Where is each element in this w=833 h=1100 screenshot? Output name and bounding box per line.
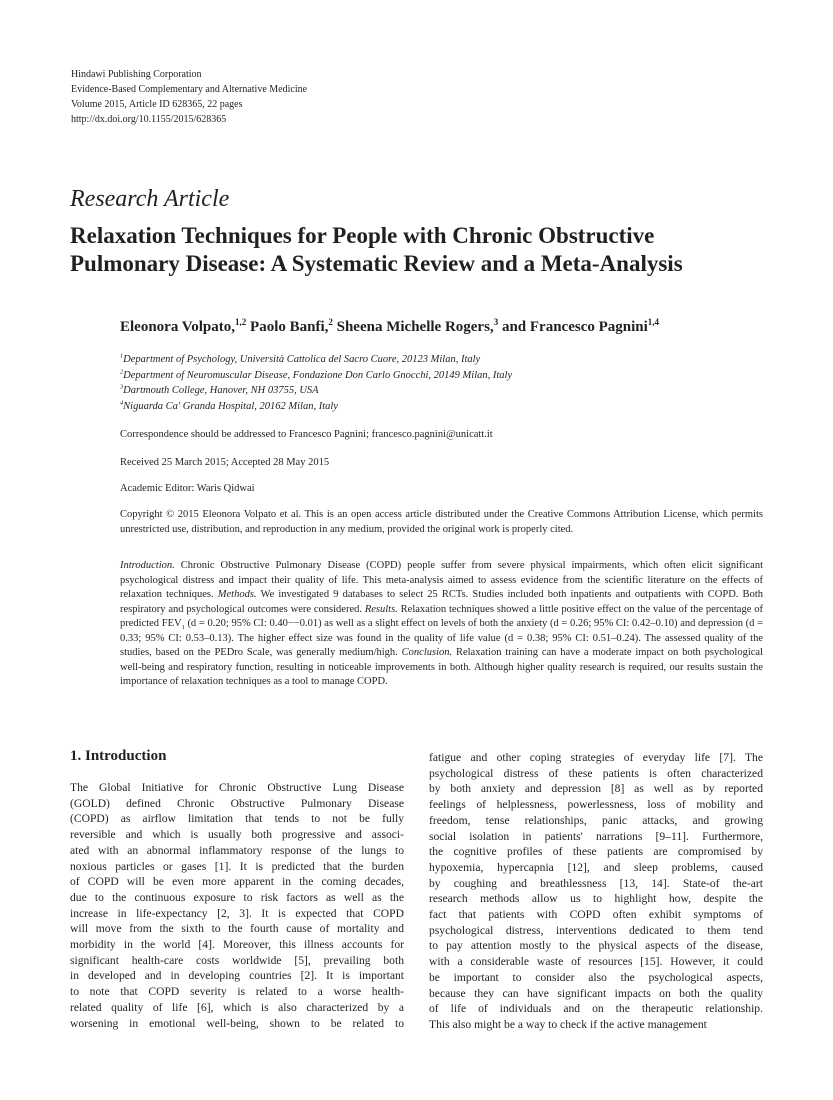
journal-header bbox=[71, 67, 307, 127]
text-line: The Global Initiative for Chronic Obstructive Lung Disease bbox=[70, 781, 404, 794]
text-line: of COPD will be even more apparent in the coming decades, bbox=[70, 875, 404, 889]
article-type: Research Article bbox=[70, 186, 230, 212]
text-line: research methods allow us to highlight how, despite the bbox=[429, 892, 763, 906]
affiliation: $^2$Department of Neuromuscular Disease, Fondazione Don Carlo Gnocchi, 20149 Milan, Italy bbox=[120, 368, 513, 381]
abstract-intro-text: Chronic Obstructive Pulmonary Disease (COPD) people suffer from severe physical impairments, which often elicit significant psychological distress and impact their quality of life. This meta-analysis aimed to assess evidence from the scientific literature on the effects of relaxation techniques. bbox=[120, 560, 763, 600]
text-line: will move from the sixth to the fourth cause of mortality and bbox=[70, 922, 404, 936]
text-line: increase in life-expectancy [2, 3]. It is expected that COPD bbox=[70, 906, 404, 920]
body-column-right bbox=[429, 750, 763, 1033]
text-line: with a considerable waste of resources [15]. However, it could bbox=[429, 955, 763, 969]
text-line: (GOLD) defined Chronic Obstructive Pulmonary Disease bbox=[70, 796, 404, 810]
text-line: to pay attention mostly to the physical aspects of the disease, bbox=[429, 939, 763, 953]
affiliation: $^4$Niguarda Ca' Granda Hospital, 20162 Milan, Italy bbox=[120, 399, 338, 412]
text-line: significant health-care costs worldwide [5], prevailing both bbox=[70, 953, 404, 967]
fev-subscript: 1 bbox=[181, 624, 185, 632]
copyright-notice: Copyright © 2015 Eleonora Volpato et al. This is an open access article distributed under the Creative Commons Attribution License, which permits unrestricted use, distribution, and reproduction in any medium, provided the original work is properly cited. bbox=[120, 509, 763, 535]
abstract-conclusion-label: Conclusion. bbox=[397, 647, 453, 658]
text-line: due to the continuous exposure to risk factors as well as the bbox=[70, 890, 404, 904]
affiliations bbox=[120, 352, 512, 414]
abstract-results-text-cont: (d = 0.20; 95% CI: 0.40−−0.01) as well as a slight effect on levels of both the anxiety (d = 0.26; 95% CI: 0.42–0.10) and depression (d = 0.33; 95% CI: 0.53–0.13). The higher effect size was found in the quality of life value (d = 0.38; 95% CI: 0.51–0.24). The assessed quality of the studies, based on the PEDro Scale, was generally medium/high. bbox=[120, 618, 763, 658]
text-line: ated with an abnormal inflammatory response of the lungs to bbox=[70, 843, 404, 857]
journal-name: Evidence-Based Complementary and Alternative Medicine bbox=[71, 84, 308, 95]
abstract-results-label: Results. bbox=[362, 603, 398, 615]
text-line: worsening in emotional well-being, shown to be related to bbox=[70, 1016, 404, 1030]
text-line: freedom, tense relationships, panic attacks, and growing bbox=[429, 813, 763, 827]
text-line: psychological distress, interventions dedicated to them tend bbox=[429, 923, 763, 937]
text-line: to note that COPD severity is related to a worse health- bbox=[70, 985, 404, 999]
section-heading-introduction: 1. Introduction bbox=[70, 748, 167, 764]
abstract-results-text: Relaxation techniques showed a little positive effect on the value of the percentage of predicted FEV bbox=[120, 603, 763, 629]
abstract-conclusion-text: Relaxation training can have a moderate impact on both psychological well-being and respiratory function, resulting in noticeable improvements in both. Although higher quality research is required, our results sustain the importance of relaxation techniques as a tool to manage COPD. bbox=[120, 647, 763, 687]
author-name: Paolo Banfi, bbox=[250, 319, 329, 335]
academic-editor: Academic Editor: Waris Qidwai bbox=[120, 483, 255, 494]
received-dates: Received 25 March 2015; Accepted 28 May 2015 bbox=[120, 457, 330, 468]
text-line: of life of individuals and on the therapeutic relationship. bbox=[429, 1002, 763, 1016]
text-line: in developed and in developing countries [2]. It is important bbox=[70, 969, 404, 983]
text-line: This also might be a way to check if the active management bbox=[429, 1017, 707, 1031]
text-line: hypoxemia, hypercapnia [12], and sleep problems, caused bbox=[429, 860, 763, 874]
text-line: feelings of helplessness, powerlessness, loss of mobility and bbox=[429, 798, 763, 812]
text-line: psychological distress of these patients is often characterized bbox=[429, 766, 763, 780]
text-line: noxious particles or gases [1]. It is predicted that the burden bbox=[70, 859, 404, 873]
author-affil-sup: 1,2 bbox=[235, 317, 247, 327]
publisher: Hindawi Publishing Corporation bbox=[71, 69, 202, 80]
article-title bbox=[70, 222, 790, 278]
text-line: because they can have significant impacts on both the quality bbox=[429, 986, 763, 1000]
abstract-methods-text: We investigated 9 databases to select 25 RCTs. Studies included both inpatients and outpatients with COPD. Both respiratory and psychological outcomes were considered. bbox=[120, 589, 763, 615]
author-name: and Francesco Pagnini bbox=[501, 319, 648, 335]
doi-link[interactable]: http://dx.doi.org/10.1155/2015/628365 bbox=[71, 114, 227, 125]
author-affil-sup: 2 bbox=[328, 317, 333, 327]
text-line: (COPD) as airflow limitation that tends to not be fully bbox=[70, 812, 404, 826]
title-line-2: Pulmonary Disease: A Systematic Review and a Meta-Analysis bbox=[70, 251, 683, 276]
abstract bbox=[120, 559, 763, 690]
abstract-intro-label: Introduction. bbox=[120, 560, 175, 571]
author-list bbox=[120, 319, 659, 336]
text-line: by both anxiety and depression [8] as well as by reported bbox=[429, 782, 763, 796]
text-line: reversible and which is usually both progressive and associ- bbox=[70, 828, 404, 842]
text-line: be important to consider also the psychological aspects, bbox=[429, 970, 763, 984]
text-line: the cognitive profiles of these patients are compromised by bbox=[429, 845, 763, 859]
volume-info: Volume 2015, Article ID 628365, 22 pages bbox=[71, 99, 243, 110]
body-column-left bbox=[70, 780, 404, 1031]
text-line: related quality of life [6], which is also characterized by a bbox=[70, 1000, 404, 1014]
author-affil-sup: 3 bbox=[493, 317, 499, 327]
text-line: social isolation in patients' narrations [9–11]. Furthermore, bbox=[429, 829, 763, 843]
author-affil-sup: 1,4 bbox=[647, 317, 660, 327]
affiliation: $^1$Department of Psychology, Università Cattolica del Sacro Cuore, 20123 Milan, Italy bbox=[120, 352, 481, 365]
text-line: fact that patients with COPD often exhibit symptoms of bbox=[429, 908, 763, 922]
author-name: Sheena Michelle Rogers, bbox=[336, 319, 494, 335]
text-line: by coughing and breathlessness [13, 14]. State-of the-art bbox=[429, 876, 763, 890]
abstract-methods-label: Methods. bbox=[213, 589, 257, 600]
affiliation: $^3$Dartmouth College, Hanover, NH 03755, USA bbox=[120, 383, 319, 396]
author-name: Eleonora Volpato, bbox=[120, 319, 236, 335]
text-line: morbidity in the world [4]. Moreover, this illness accounts for bbox=[70, 938, 404, 952]
correspondence: Correspondence should be addressed to Francesco Pagnini; francesco.pagnini@unicatt.it bbox=[120, 429, 493, 440]
title-line-1: Relaxation Techniques for People with Chronic Obstructive bbox=[70, 223, 655, 248]
text-line: fatigue and other coping strategies of everyday life [7]. The bbox=[429, 751, 763, 764]
